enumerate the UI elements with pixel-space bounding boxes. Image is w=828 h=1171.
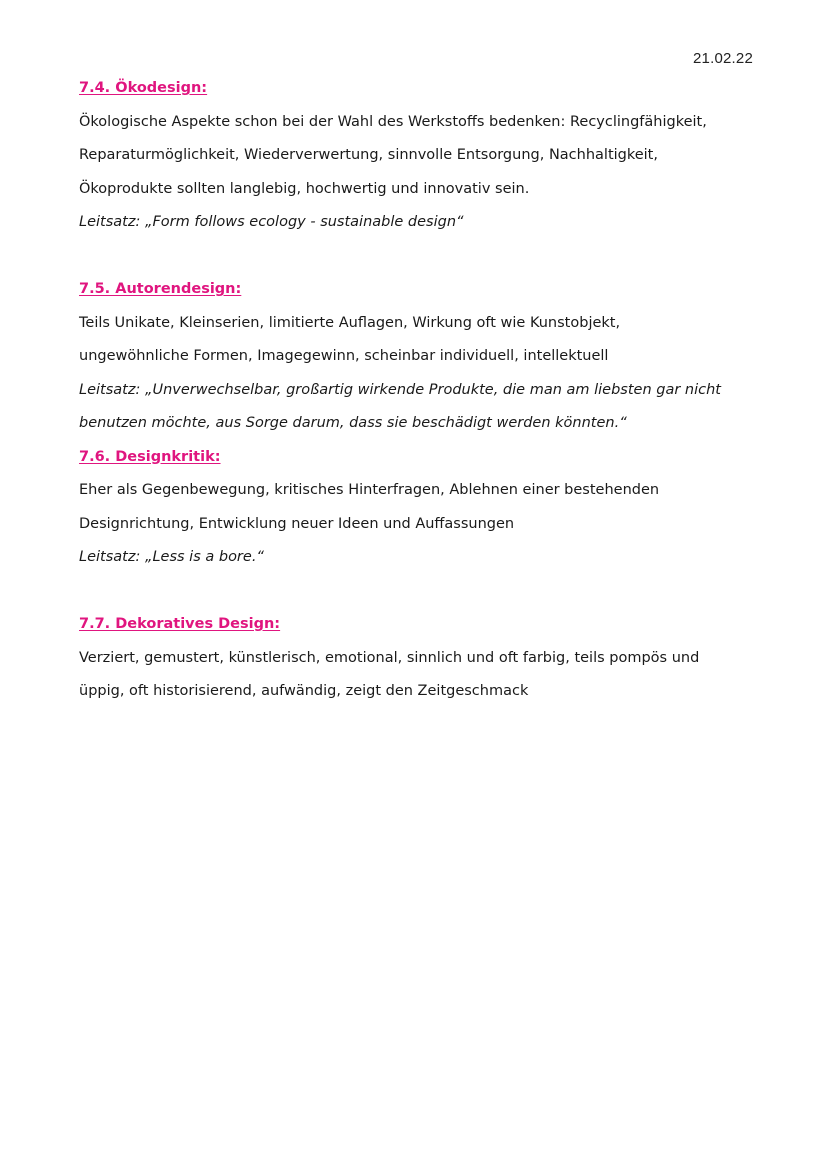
motto-line: Leitsatz: „Unverwechselbar, großartig wirkende Produkte, die man am liebsten gar nicht [79,381,721,398]
body-line: ungewöhnliche Formen, Imagegewinn, scheinbar individuell, intellektuell [79,348,609,364]
section-oekodesign [79,72,779,240]
section-designkritik [79,441,779,575]
body-line: Ökoprodukte sollten langlebig, hochwertig und innovativ sein. [79,180,530,197]
section-heading: 7.4. Ökodesign: [79,80,208,96]
section-autorendesign [79,273,779,441]
body-line: üppig, oft historisierend, aufwändig, zeigt den Zeitgeschmack [79,683,529,699]
motto-line: Leitsatz: „Less is a bore.“ [79,549,264,565]
section-heading: 7.6. Designkritik: [79,448,221,465]
body-line: Reparaturmöglichkeit, Wiederverwertung, sinnvolle Entsorgung, Nachhaltigkeit, [79,147,658,163]
motto-line: Leitsatz: „Form follows ecology - sustainable design“ [79,214,464,230]
page-date: 21.02.22 [693,50,753,67]
body-line: Designrichtung, Entwicklung neuer Ideen und Auffassungen [79,515,515,532]
body-line: Eher als Gegenbewegung, kritisches Hinterfragen, Ablehnen einer bestehenden [79,482,660,498]
motto-line: benutzen möchte, aus Sorge darum, dass sie beschädigt werden könnten.“ [79,415,627,431]
document-body [79,72,779,709]
spacer [79,240,779,274]
body-line: Ökologische Aspekte schon bei der Wahl des Werkstoffs bedenken: Recyclingfähigkeit, [79,113,707,130]
section-dekoratives-design [79,608,779,709]
section-heading: 7.5. Autorendesign: [79,281,242,297]
body-line: Verziert, gemustert, künstlerisch, emotional, sinnlich und oft farbig, teils pompös und [79,649,700,666]
section-heading: 7.7. Dekoratives Design: [79,616,281,632]
spacer [79,575,779,609]
body-line: Teils Unikate, Kleinserien, limitierte Auflagen, Wirkung oft wie Kunstobjekt, [79,314,621,331]
